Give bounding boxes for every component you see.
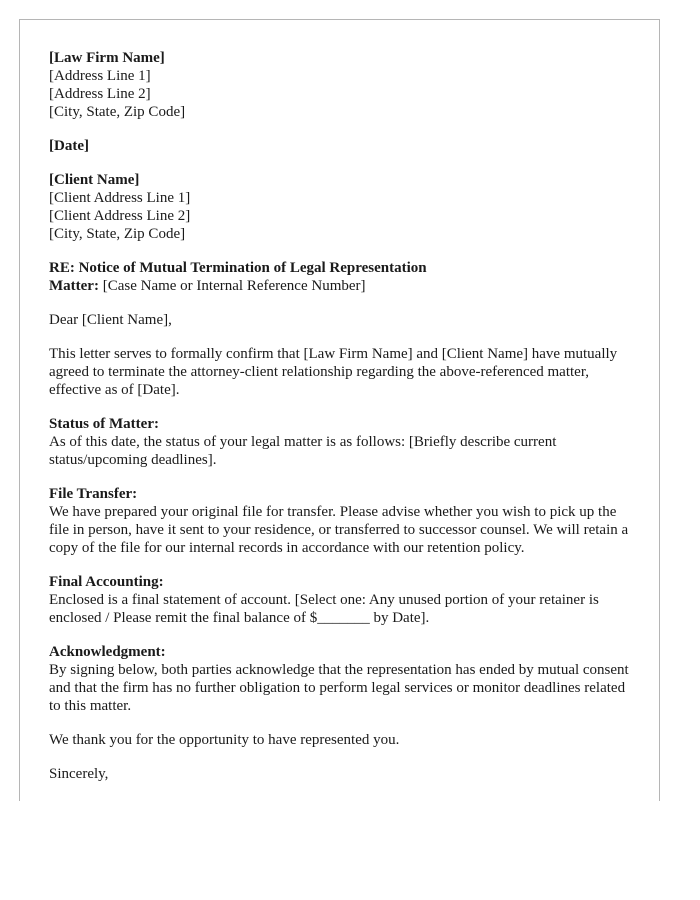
section-acknowledgment-heading: Acknowledgment: <box>49 644 166 660</box>
section-status-heading: Status of Matter: <box>49 416 159 432</box>
letter-page <box>19 19 660 801</box>
sign-off: Sincerely, <box>49 766 109 782</box>
letter-date: [Date] <box>49 138 89 154</box>
closing-thanks: We thank you for the opportunity to have represented you. <box>49 732 400 748</box>
recipient-address-line-2: [Client Address Line 2] <box>49 208 191 224</box>
sender-address-line-2: [Address Line 2] <box>49 86 151 102</box>
letter-body <box>49 49 639 799</box>
recipient-city-state-zip: [City, State, Zip Code] <box>49 226 186 242</box>
recipient-address-line-1: [Client Address Line 1] <box>49 190 191 206</box>
section-final-accounting-heading: Final Accounting: <box>49 574 164 590</box>
sender-city-state-zip: [City, State, Zip Code] <box>49 104 186 120</box>
sender-address-line-1: [Address Line 1] <box>49 68 151 84</box>
matter-label: Matter: <box>49 278 99 294</box>
section-file-transfer-body: We have prepared your original file for transfer. Please advise whether you wish to pick up the file in person, have it sent to your residence, or transferred to successor counsel. We will retain a copy of the file for our internal records in accordance with our retention policy. <box>49 504 629 556</box>
sender-address-block <box>49 49 639 121</box>
recipient-address-block <box>49 171 639 243</box>
subject-block <box>49 259 639 295</box>
section-file-transfer-heading: File Transfer: <box>49 486 138 502</box>
recipient-client-name: [Client Name] <box>49 172 140 188</box>
date-block <box>49 137 639 155</box>
section-acknowledgment <box>49 643 639 715</box>
re-line: RE: Notice of Mutual Termination of Legal Representation <box>49 260 427 276</box>
sender-firm-name: [Law Firm Name] <box>49 50 165 66</box>
section-status <box>49 415 639 469</box>
salutation: Dear [Client Name], <box>49 312 172 328</box>
section-final-accounting-body: Enclosed is a final statement of account. [Select one: Any unused portion of your retainer is enclosed / Please remit the final balance of $_______ by Date]. <box>49 592 599 626</box>
matter-value: [Case Name or Internal Reference Number] <box>98 278 366 294</box>
section-acknowledgment-body: By signing below, both parties acknowledge that the representation has ended by mutual consent and that the firm has no further obligation to perform legal services or monitor deadlines related to this matter. <box>49 662 629 714</box>
intro-paragraph: This letter serves to formally confirm that [Law Firm Name] and [Client Name] have mutually agreed to terminate the attorney-client relationship regarding the above-referenced matter, effective as of [Date]. <box>49 346 618 398</box>
section-status-body: As of this date, the status of your legal matter is as follows: [Briefly describe current status/upcoming deadlines]. <box>49 434 557 468</box>
section-final-accounting <box>49 573 639 627</box>
matter-line <box>49 277 639 295</box>
section-file-transfer <box>49 485 639 557</box>
